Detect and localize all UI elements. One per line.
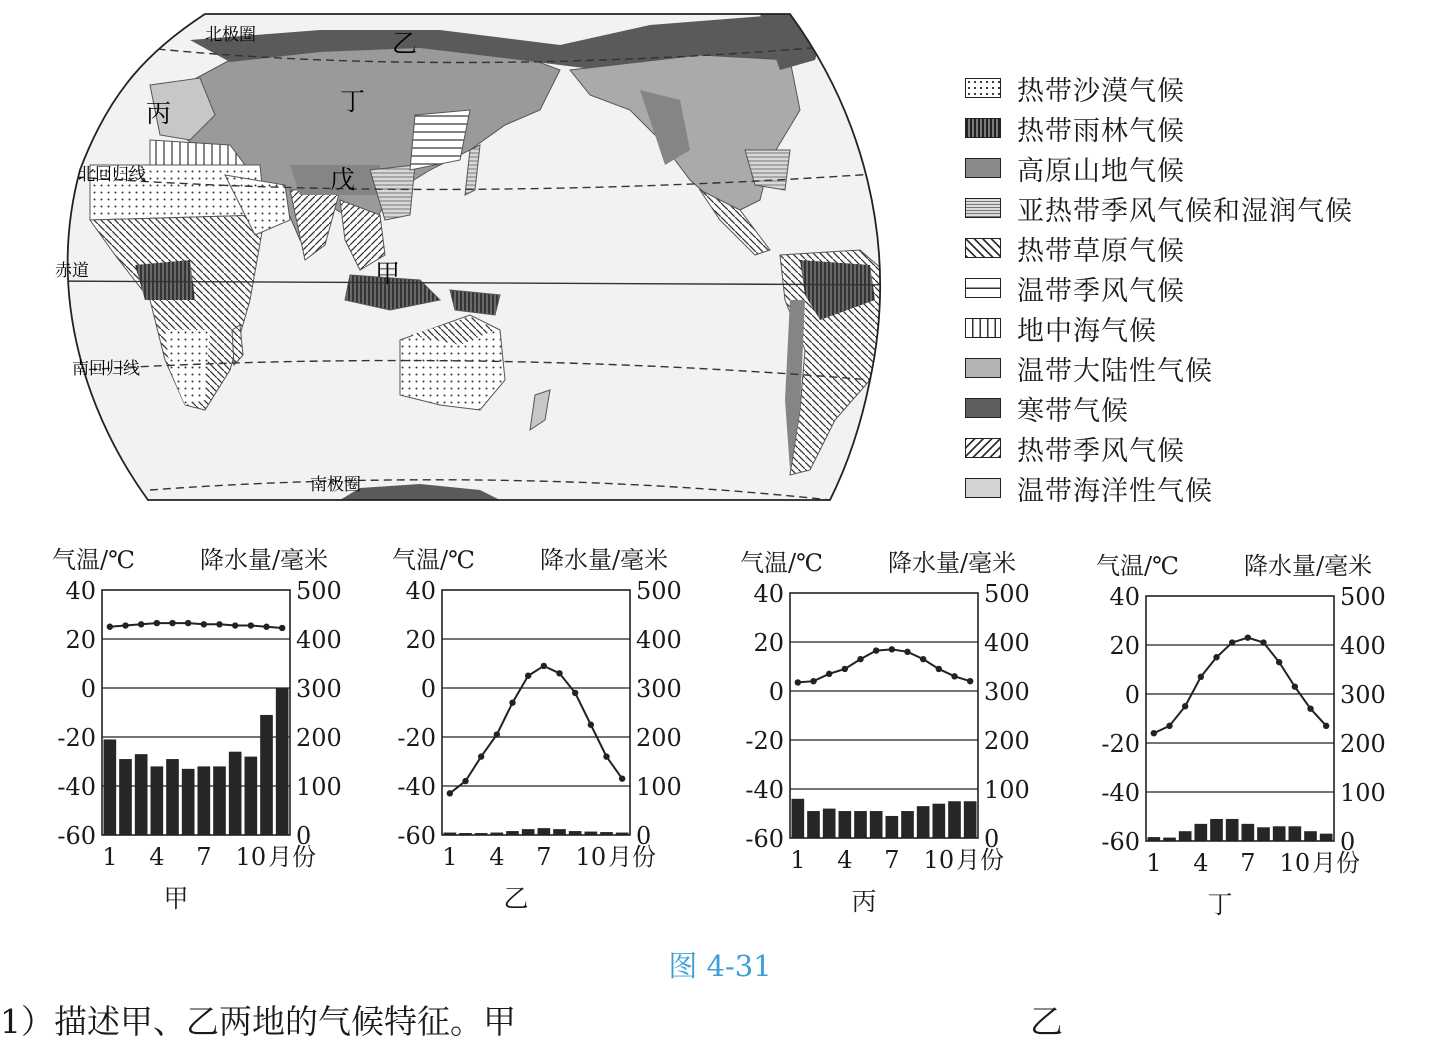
place-bing: 丙 <box>146 99 172 128</box>
legend-label: 地中海气候 <box>1017 315 1157 347</box>
temp-axis-title: 气温/℃ <box>740 549 823 577</box>
precip-axis-title: 降水量/毫米 <box>540 546 669 574</box>
precip-bar <box>1289 826 1302 841</box>
temp-tick-label: -60 <box>745 825 784 853</box>
precip-bar <box>553 829 566 835</box>
precip-bar <box>229 752 242 835</box>
temp-tick-label: -40 <box>745 776 784 804</box>
temperature-point <box>904 649 910 655</box>
precip-bar <box>538 828 551 835</box>
legend-label: 寒带气候 <box>1017 395 1129 427</box>
legend-item <box>965 108 1353 148</box>
month-tick-label: 4 <box>149 843 165 871</box>
legend-label: 热带草原气候 <box>1017 235 1185 267</box>
precip-tick-label: 400 <box>636 626 682 654</box>
tropic-capricorn-label: 南回归线 <box>72 359 140 379</box>
temperature-point <box>216 621 222 627</box>
legend-label: 高原山地气候 <box>1017 155 1185 187</box>
chart-title: 丙 <box>851 887 877 916</box>
legend-label: 亚热带季风气候和湿润气候 <box>1017 195 1353 227</box>
precip-tick-label: 100 <box>1340 779 1386 807</box>
precip-tick-label: 300 <box>636 675 682 703</box>
temp-tick-label: 0 <box>1124 681 1140 709</box>
temperature-point <box>509 700 515 706</box>
precip-tick-label: 0 <box>296 822 312 850</box>
precip-bar <box>260 715 273 835</box>
legend-swatch <box>965 398 1001 418</box>
precip-axis-title: 降水量/毫米 <box>200 546 329 574</box>
temperature-point <box>572 690 578 696</box>
precip-bar <box>276 688 289 835</box>
temp-tick-label: 0 <box>80 675 96 703</box>
precip-tick-label: 400 <box>984 629 1030 657</box>
precip-tick-label: 100 <box>636 773 682 801</box>
temperature-point <box>138 621 144 627</box>
legend-swatch <box>965 358 1001 378</box>
legend-label: 温带大陆性气候 <box>1017 355 1213 387</box>
legend-swatch <box>965 278 1001 298</box>
temp-tick-label: 40 <box>65 577 96 605</box>
precip-bar <box>886 816 899 838</box>
precip-bar <box>213 766 226 835</box>
precip-bar <box>1226 819 1239 841</box>
legend-item <box>965 268 1353 308</box>
temperature-point <box>1166 723 1172 729</box>
temp-tick-label: -20 <box>1101 730 1140 758</box>
precip-bar <box>522 829 535 835</box>
temperature-line <box>110 623 282 628</box>
month-unit-label: 月份 <box>1312 849 1360 877</box>
temp-tick-label: 40 <box>405 577 436 605</box>
equator-label: 赤道 <box>55 261 89 281</box>
temperature-point <box>122 622 128 628</box>
month-tick-label: 10 <box>923 846 955 874</box>
precip-bar <box>119 759 132 835</box>
precip-bar <box>792 799 805 838</box>
temperature-point <box>494 731 500 737</box>
temperature-point <box>462 778 468 784</box>
precip-bar <box>1320 834 1333 841</box>
month-tick-label: 7 <box>884 846 900 874</box>
temperature-point <box>107 624 113 630</box>
temperature-point <box>842 666 848 672</box>
precip-bar <box>823 809 836 838</box>
temperature-point <box>248 622 254 628</box>
chart-bing <box>728 543 1058 927</box>
legend-swatch <box>965 198 1001 218</box>
temp-tick-label: -20 <box>57 724 96 752</box>
precip-axis-title: 降水量/毫米 <box>1244 552 1373 580</box>
precip-bar <box>839 811 852 838</box>
question-text: 1）描述甲、乙两地的气候特征。甲 <box>0 1002 516 1041</box>
precip-bar <box>917 806 930 838</box>
chart-ding <box>1084 546 1424 930</box>
temperature-point <box>1229 639 1235 645</box>
month-tick-label: 7 <box>536 843 552 871</box>
temp-tick-label: -20 <box>397 724 436 752</box>
temp-tick-label: 0 <box>768 678 784 706</box>
legend-label: 热带季风气候 <box>1017 435 1185 467</box>
legend-item <box>965 228 1353 268</box>
precip-tick-label: 100 <box>984 776 1030 804</box>
temperature-point <box>478 753 484 759</box>
temp-tick-label: 20 <box>65 626 96 654</box>
temperature-point <box>795 679 801 685</box>
month-tick-label: 7 <box>1240 849 1256 877</box>
precip-tick-label: 300 <box>984 678 1030 706</box>
precip-bar <box>245 757 258 835</box>
month-tick-label: 4 <box>489 843 505 871</box>
temperature-point <box>873 647 879 653</box>
temperature-point <box>263 624 269 630</box>
temperature-point <box>1292 683 1298 689</box>
temperature-point <box>588 722 594 728</box>
month-tick-label: 1 <box>102 843 118 871</box>
legend-label: 温带季风气候 <box>1017 275 1185 307</box>
legend-item <box>965 428 1353 468</box>
precip-bar <box>854 811 867 838</box>
temperature-point <box>232 622 238 628</box>
temperature-point <box>1260 639 1266 645</box>
temperature-point <box>185 620 191 626</box>
chart-title: 丁 <box>1207 890 1233 919</box>
temp-tick-label: -40 <box>1101 779 1140 807</box>
place-wu: 戊 <box>330 165 356 194</box>
precip-bar <box>933 804 946 838</box>
legend-item <box>965 468 1353 508</box>
question-right-text: 乙 <box>1030 1002 1063 1041</box>
temperature-point <box>967 678 973 684</box>
chart-title: 乙 <box>503 884 529 913</box>
precip-bar <box>198 766 211 835</box>
legend-item <box>965 348 1353 388</box>
precip-axis-title: 降水量/毫米 <box>888 549 1017 577</box>
precip-tick-label: 500 <box>1340 583 1386 611</box>
month-unit-label: 月份 <box>268 843 316 871</box>
temperature-point <box>541 663 547 669</box>
precip-bar <box>948 801 961 838</box>
temperature-point <box>525 673 531 679</box>
precip-tick-label: 0 <box>1340 828 1356 856</box>
temp-tick-label: 20 <box>1109 632 1140 660</box>
month-tick-label: 4 <box>837 846 853 874</box>
legend-label: 热带雨林气候 <box>1017 115 1185 147</box>
temperature-point <box>1182 703 1188 709</box>
legend-swatch <box>965 118 1001 138</box>
legend-item <box>965 308 1353 348</box>
precip-bar <box>182 769 195 835</box>
temperature-point <box>826 671 832 677</box>
precip-bar <box>901 811 914 838</box>
temperature-point <box>810 678 816 684</box>
temperature-point <box>857 656 863 662</box>
month-unit-label: 月份 <box>608 843 656 871</box>
precip-bar <box>1210 819 1223 841</box>
temperature-point <box>936 666 942 672</box>
precip-tick-label: 400 <box>1340 632 1386 660</box>
legend-swatch <box>965 478 1001 498</box>
temp-axis-title: 气温/℃ <box>392 546 475 574</box>
temp-tick-label: 20 <box>405 626 436 654</box>
precip-tick-label: 100 <box>296 773 342 801</box>
place-jia: 甲 <box>375 259 401 288</box>
precip-bar <box>1257 827 1270 841</box>
africa-rainforest <box>135 260 195 300</box>
precip-bar <box>1273 826 1286 841</box>
temperature-point <box>1276 659 1282 665</box>
month-tick-label: 10 <box>1279 849 1311 877</box>
precip-bar <box>1242 824 1255 841</box>
precip-tick-label: 200 <box>296 724 342 752</box>
legend-swatch <box>965 438 1001 458</box>
month-tick-label: 1 <box>442 843 458 871</box>
legend-swatch <box>965 318 1001 338</box>
month-tick-label: 4 <box>1193 849 1209 877</box>
temp-tick-label: -40 <box>397 773 436 801</box>
place-yi: 乙 <box>392 29 418 58</box>
temp-tick-label: 0 <box>420 675 436 703</box>
temp-axis-title: 气温/℃ <box>1096 552 1179 580</box>
month-unit-label: 月份 <box>956 846 1004 874</box>
legend-label: 热带沙漠气候 <box>1017 75 1185 107</box>
legend-swatch <box>965 78 1001 98</box>
month-tick-label: 1 <box>790 846 806 874</box>
temperature-line <box>450 666 622 793</box>
precip-tick-label: 200 <box>1340 730 1386 758</box>
temp-tick-label: -60 <box>57 822 96 850</box>
temp-tick-label: -60 <box>1101 828 1140 856</box>
temp-tick-label: -40 <box>57 773 96 801</box>
temperature-point <box>889 646 895 652</box>
temp-tick-label: 40 <box>1109 583 1140 611</box>
place-ding: 丁 <box>340 87 366 116</box>
precip-bar <box>135 754 148 835</box>
figure-caption: 图 4-31 <box>668 949 772 983</box>
arctic-circle-label: 北极圈 <box>205 25 256 45</box>
temperature-point <box>1213 654 1219 660</box>
month-tick-label: 1 <box>1146 849 1162 877</box>
precip-bar <box>870 811 883 838</box>
month-tick-label: 10 <box>235 843 267 871</box>
temperature-point <box>1151 730 1157 736</box>
legend-swatch <box>965 238 1001 258</box>
temperature-point <box>920 656 926 662</box>
precip-bar <box>151 766 164 835</box>
precip-tick-label: 200 <box>636 724 682 752</box>
temperature-point <box>619 775 625 781</box>
precip-bar <box>1195 824 1208 841</box>
climate-legend <box>965 68 1353 508</box>
precip-tick-label: 0 <box>636 822 652 850</box>
precip-tick-label: 0 <box>984 825 1000 853</box>
temperature-point <box>556 670 562 676</box>
tropic-cancer-label: 北回归线 <box>78 165 146 185</box>
month-tick-label: 10 <box>575 843 607 871</box>
precip-bar <box>964 801 977 838</box>
chart-title: 甲 <box>163 884 189 913</box>
temperature-point <box>603 753 609 759</box>
temperature-point <box>1323 723 1329 729</box>
temperature-line <box>1154 638 1326 734</box>
legend-item <box>965 188 1353 228</box>
month-tick-label: 7 <box>196 843 212 871</box>
temperature-point <box>447 790 453 796</box>
chart-jia <box>40 540 360 924</box>
temperature-point <box>154 620 160 626</box>
precip-tick-label: 500 <box>984 580 1030 608</box>
temperature-point <box>951 673 957 679</box>
precip-tick-label: 300 <box>296 675 342 703</box>
precip-tick-label: 200 <box>984 727 1030 755</box>
legend-item <box>965 148 1353 188</box>
temperature-line <box>798 649 970 682</box>
plot-frame <box>442 590 630 835</box>
temp-tick-label: 40 <box>753 580 784 608</box>
precip-bar <box>104 739 117 835</box>
temperature-point <box>169 620 175 626</box>
chart-yi <box>380 540 700 924</box>
temperature-point <box>201 621 207 627</box>
temp-tick-label: -20 <box>745 727 784 755</box>
antarctic-circle-label: 南极圈 <box>310 475 361 495</box>
temperature-point <box>279 625 285 631</box>
legend-swatch <box>965 158 1001 178</box>
legend-item <box>965 68 1353 108</box>
temp-axis-title: 气温/℃ <box>52 546 135 574</box>
precip-tick-label: 500 <box>636 577 682 605</box>
legend-label: 温带海洋性气候 <box>1017 475 1213 507</box>
precip-bar <box>807 811 820 838</box>
precip-tick-label: 300 <box>1340 681 1386 709</box>
temp-tick-label: 20 <box>753 629 784 657</box>
precip-bar <box>1179 831 1192 841</box>
precip-bar <box>1304 831 1317 841</box>
temperature-point <box>1198 674 1204 680</box>
temperature-point <box>1307 706 1313 712</box>
temp-tick-label: -60 <box>397 822 436 850</box>
precip-tick-label: 500 <box>296 577 342 605</box>
legend-item <box>965 388 1353 428</box>
temperature-point <box>1245 634 1251 640</box>
precip-tick-label: 400 <box>296 626 342 654</box>
precip-bar <box>166 759 179 835</box>
